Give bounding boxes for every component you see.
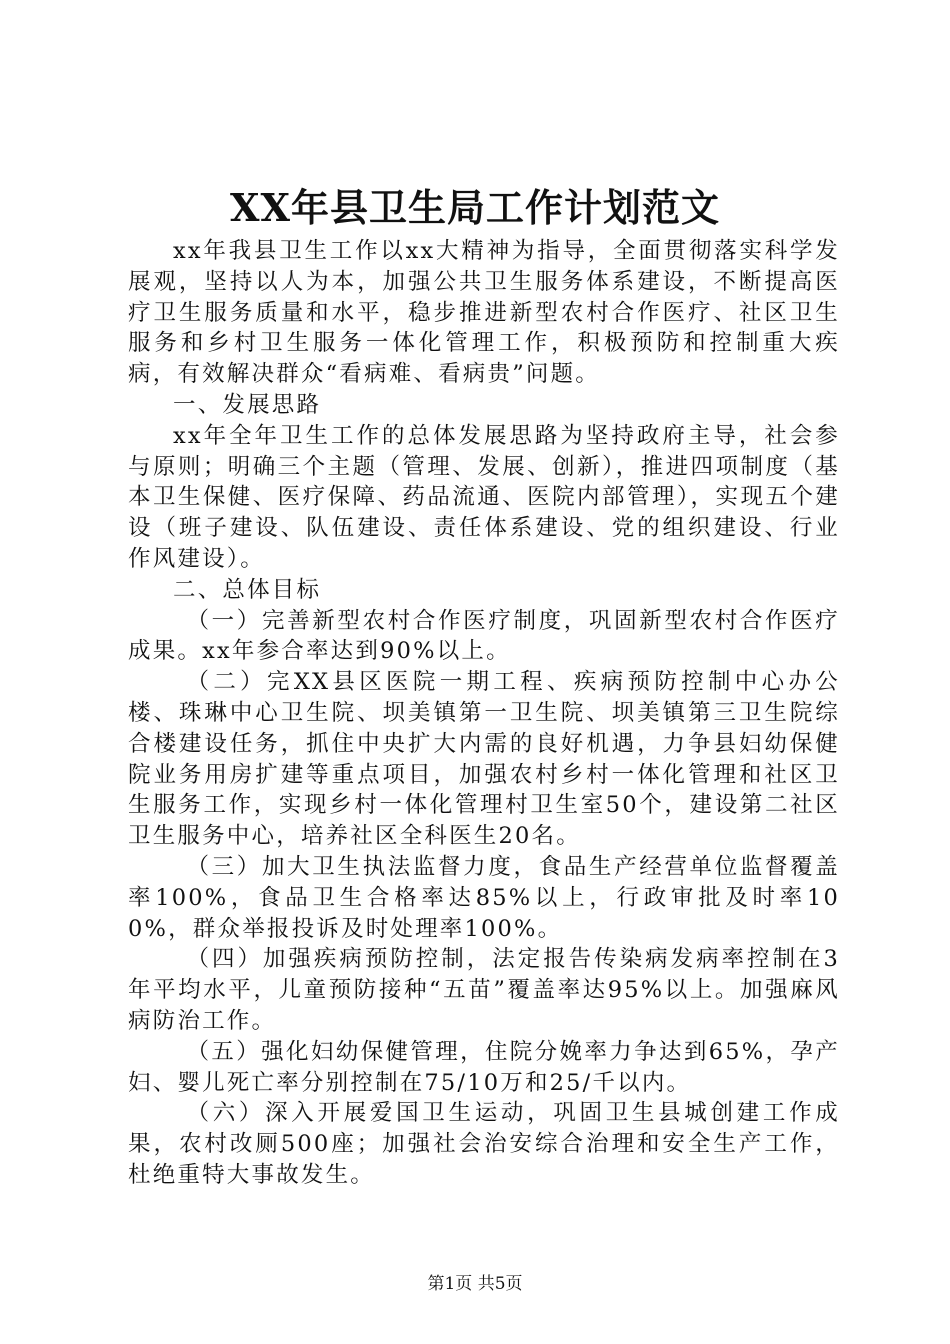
goal-item-3: （三）加大卫生执法监督力度，食品生产经营单位监督覆盖率100%，食品卫生合格率达85%以上，行政审批及时率100%，群众举报投诉及时处理率100%。 (128, 853, 840, 942)
page-number: 第1页 共5页 (427, 1274, 523, 1294)
page-title: XX年县卫生局工作计划范文 (230, 185, 720, 230)
development-paragraph: xx年全年卫生工作的总体发展思路为坚持政府主导，社会参与原则；明确三个主题（管理、发展、创新），推进四项制度（基本卫生保健、医疗保障、药品流通、医院内部管理），实现五个建设（班子建设、队伍建设、责任体系建设、党的组织建设、行业作风建设）。 (128, 422, 840, 572)
goal-item-5: （五）强化妇幼保健管理，住院分娩率力争达到65%，孕产妇、婴儿死亡率分别控制在75/10万和25/千以内。 (128, 1038, 840, 1096)
goal-item-2: （二）完XX县区医院一期工程、疾病预防控制中心办公楼、珠琳中心卫生院、坝美镇第一卫生院、坝美镇第三卫生院综合楼建设任务，抓住中央扩大内需的良好机遇，力争县妇幼保健院业务用房扩建等重点项目，加强农村乡村一体化管理和社区卫生服务工作，实现乡村一体化管理村卫生室50个，建设第二社区卫生服务中心，培养社区全科医生20名。 (128, 669, 840, 850)
document-body (128, 236, 840, 1191)
goal-item-4: （四）加强疾病预防控制，法定报告传染病发病率控制在3年平均水平，儿童预防接种“五苗”覆盖率达95%以上。加强麻风病防治工作。 (128, 946, 840, 1034)
intro-paragraph: xx年我县卫生工作以xx大精神为指导，全面贯彻落实科学发展观，坚持以人为本，加强公共卫生服务体系建设，不断提高医疗卫生服务质量和水平，稳步推进新型农村合作医疗、社区卫生服务和乡村卫生服务一体化管理工作，积极预防和控制重大疾病，有效解决群众“看病难、看病贵”问题。 (128, 238, 840, 388)
goal-item-6: （六）深入开展爱国卫生运动，巩固卫生县城创建工作成果，农村改厕500座；加强社会治安综合治理和安全生产工作，杜绝重特大事故发生。 (128, 1100, 840, 1188)
section-heading-goals: 二、总体目标 (173, 576, 322, 603)
section-heading-development: 一、发展思路 (173, 391, 322, 418)
goal-item-1: （一）完善新型农村合作医疗制度，巩固新型农村合作医疗成果。xx年参合率达到90%以上。 (128, 607, 840, 665)
